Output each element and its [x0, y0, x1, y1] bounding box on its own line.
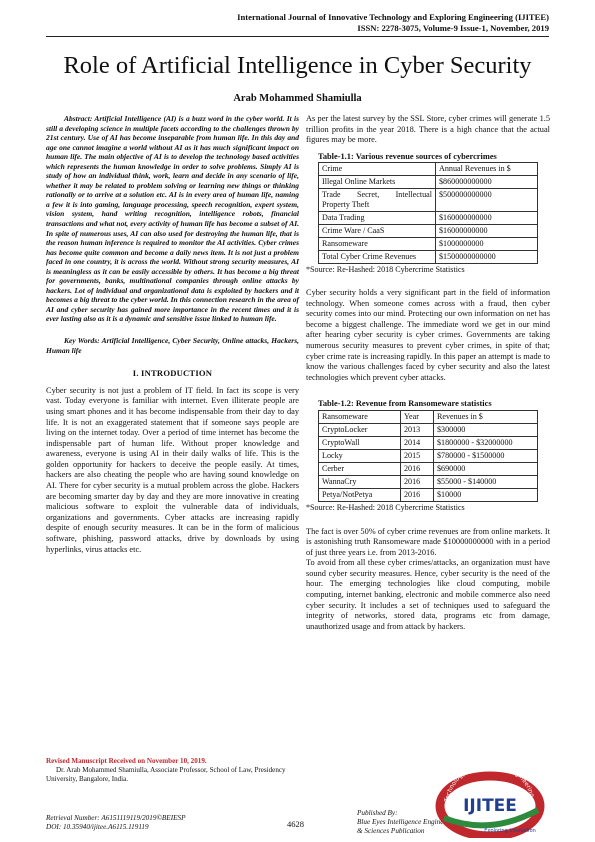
- issn-line: ISSN: 2278-3075, Volume-9 Issue-1, November, 2019: [357, 23, 549, 33]
- table-2-source: *Source: Re-Hashed: 2018 Cybercrime Statistics: [306, 502, 465, 512]
- intro-paragraph: Cyber security is not just a problem of IT field. In fact its scope is very vast. Today everyone is familiar with internet. Even illiterate people are using smart phones and it has become indispensable from their day to day life. It is not an exaggerated statement that if someone says people are living on the internet today. Over a period of time internet has become the indispensable part of human life. Without proper knowledge and awareness, everyone is using AI in their daily walks of life. This is the golden opportunity for hackers to deceive the people easily. At times, hackers are also cheating the people who are having sound knowledge on AI. There for cyber security is a mutual problem across the globe. Hackers are becoming smarter day by day and they are more innovative in creating malicious software to exploit the vulnerable data of individuals, organizations and governments. Cyber attacks are increasing rapidly despite of enough security measures. It can be in the form of malicious software, phishing, password attacks, drive by downloads by using hyperlinks, virus attacks etc.: [46, 385, 299, 554]
- table-cell: $55000 - $140000: [434, 475, 538, 488]
- header-rule: [46, 36, 549, 37]
- table-cell: $1500000000000: [436, 251, 538, 264]
- table-cell: Trade Secret, Intellectual Property Theft: [319, 189, 436, 212]
- right-column: [306, 114, 550, 632]
- table-header-cell: Year: [401, 410, 434, 423]
- table-2: [318, 410, 538, 502]
- table-cell: 2014: [401, 436, 434, 449]
- table-2-block: [318, 399, 550, 502]
- paper-title: Role of Artificial Intelligence in Cyber Security: [63, 52, 532, 79]
- doi: DOI: 10.35940/ijitee.A6115.119119: [46, 823, 149, 831]
- table-2-caption: Table-1.2: Revenue from Ransomeware statistics: [318, 399, 492, 409]
- table-row: [319, 251, 538, 264]
- table-row: [319, 212, 538, 225]
- table-cell: Crime Ware / CaaS: [319, 225, 436, 238]
- table-row: [319, 475, 538, 488]
- table-header-row: [319, 163, 538, 176]
- section-heading-introduction: I. INTRODUCTION: [132, 368, 213, 379]
- ijitee-logo: [430, 758, 550, 838]
- table-row: [319, 225, 538, 238]
- table-cell: Cerber: [319, 462, 401, 475]
- table-cell: CryptoWall: [319, 436, 401, 449]
- table-cell: CryptoLocker: [319, 423, 401, 436]
- avoid-attacks-paragraph: To avoid from all these cyber crimes/attacks, an organization must have sound cyber security measures. Hence, cyber security is the need of the hour. The emerging technologies like cloud computing, mobile computing, internet banking, electronic and mobile commerce also need cyber security. It includes a set of techniques used to safeguard the integrity of networks, stored data, programs etc from damage, unauthorized usage and from attack by hackers.: [306, 558, 550, 631]
- table-1-source: *Source: Re-Hashed: 2018 Cybercrime Statistics: [306, 265, 465, 275]
- table-row: [319, 238, 538, 251]
- author-name: Arab Mohammed Shamiulla: [233, 93, 362, 104]
- cyber-security-paragraph: Cyber security holds a very significant part in the field of information technology. When someone comes across with a fraud, then cyber security comes into our mind. Protecting our own information on net has become a biggest challenge. The immediate word we get in our mind after hearing cyber security is cyber crimes. Governments are taking numerous security measures to prevent cyber crimes, in spite of that; cyber crime rate is increasing rapidly. In this paper an attempt is made to know the various challenges faced by cyber security and also the latest technologies which prevent cyber attacks.: [306, 287, 550, 382]
- author-affiliation: Dr. Arab Mohammed Shamiulla, Associate Professor, School of Law, Presidency University, Bangalore, India.: [46, 766, 286, 783]
- table-header-row: [319, 410, 538, 423]
- table-cell: Ransomeware: [319, 238, 436, 251]
- journal-title: International Journal of Innovative Technology and Exploring Engineering (IJITEE): [237, 12, 549, 22]
- logo-tagline: Exploring Innovation: [484, 828, 536, 834]
- table-cell: $300000: [434, 423, 538, 436]
- published-by: Published By:: [357, 809, 398, 817]
- table-cell: $1000000000: [436, 238, 538, 251]
- logo-ring-text: Technology and Exploring Engineering: [443, 760, 536, 803]
- table-cell: $160000000000: [436, 212, 538, 225]
- table-cell: 2015: [401, 449, 434, 462]
- abstract: Abstract: Artificial Intelligence (AI) is a buzz word in the cyber world. It is still a developing science in multiple facets according to the challenges thrown by 21st century. Use of AI has become inseparable from human life. In this day and age one cannot imagine a world without AI as it has much significant impact on human life. The main objective of AI is to develop the technology based activities which represents the human knowledge in order to solve problems. Simply AI is study of how an individual think, work, learn and decide in any scenario of life, whether it may be related to problem solving or learning new things or thinking rationally or to arrive at a solution etc. AI is in every area of human life, naming a few it is into gaming, language processing, speech recognition, expert system, vision system, hand writing recognition, intelligence robots, financial transactions and what not, every activity of human life has become a subset of AI. In spite of numerous uses, AI can also used for destroying the human life, that is the reason human inference is required to monitor the AI activities. Cyber crimes has become quite common and become a daily news item. It is not just a problem faced in one country, it is across the world. Without strong security measures, AI is meaningless as it can be easily accessible by others. It has become a big threat for governments, banks, multinational companies through online attacks by hackers. Lot of individual and organizational data is exploited by hackers and it becomes a big threat to the cyber world. In this connection research in the area of AI and cyber security has gained more importance in the recent times and it is ever lasting also as it is a dynamic and sensitive issue linked to human life.: [46, 114, 299, 324]
- table-header-cell: Revenues in $: [434, 410, 538, 423]
- table-1: [318, 162, 538, 264]
- publisher-line-1: Blue Eyes Intelligence Engineering: [357, 818, 459, 826]
- table-row: [319, 488, 538, 501]
- table-row: [319, 189, 538, 212]
- table-row: [319, 176, 538, 189]
- revenue-paragraph: The fact is over 50% of cyber crime revenues are from online markets. It is astonishing truth Ransomeware made $10000000000 with in a period of just three years i.e. from 2013-2016.: [306, 526, 550, 557]
- received-date: Revised Manuscript Received on November 10, 2019.: [46, 757, 207, 765]
- publisher-line-2: & Sciences Publication: [357, 827, 425, 835]
- table-cell: 2016: [401, 462, 434, 475]
- table-row: [319, 462, 538, 475]
- received-note: [46, 757, 299, 784]
- table-cell: Data Trading: [319, 212, 436, 225]
- logo-text: IJITEE: [463, 796, 517, 816]
- table-header-cell: Ransomeware: [319, 410, 401, 423]
- table-cell: 2016: [401, 488, 434, 501]
- page-number: 4628: [287, 819, 304, 829]
- table-row: [319, 436, 538, 449]
- table-row: [319, 423, 538, 436]
- table-cell: 2013: [401, 423, 434, 436]
- right-intro-paragraph: As per the latest survey by the SSL Store, cyber crimes will generate 1.5 trillion profits in the year 2018. There is a high chance that the actual figures may be more.: [306, 114, 550, 145]
- table-cell: Locky: [319, 449, 401, 462]
- table-cell: $10000: [434, 488, 538, 501]
- table-1-block: [318, 152, 550, 265]
- table-cell: $1800000 - $32000000: [434, 436, 538, 449]
- table-cell: Petya/NotPetya: [319, 488, 401, 501]
- table-cell: WannaCry: [319, 475, 401, 488]
- keywords: Key Words: Artificial Intelligence, Cyber Security, Online attacks, Hackers, Human life: [46, 336, 299, 355]
- table-cell: 2016: [401, 475, 434, 488]
- left-column: [46, 114, 299, 555]
- table-1-caption: Table-1.1: Various revenue sources of cybercrimes: [318, 151, 497, 161]
- table-cell: $500000000000: [436, 189, 538, 212]
- table-cell: Illegal Online Markets: [319, 176, 436, 189]
- retrieval-number: Retrieval Number: A6151119119/2019©BEIESP: [46, 814, 186, 822]
- table-cell: $16000000000: [436, 225, 538, 238]
- table-cell: Total Cyber Crime Revenues: [319, 251, 436, 264]
- table-header-cell: Annual Revenues in $: [436, 163, 538, 176]
- table-header-cell: Crime: [319, 163, 436, 176]
- table-cell: $860000000000: [436, 176, 538, 189]
- table-row: [319, 449, 538, 462]
- table-cell: $690000: [434, 462, 538, 475]
- table-cell: $780000 - $1500000: [434, 449, 538, 462]
